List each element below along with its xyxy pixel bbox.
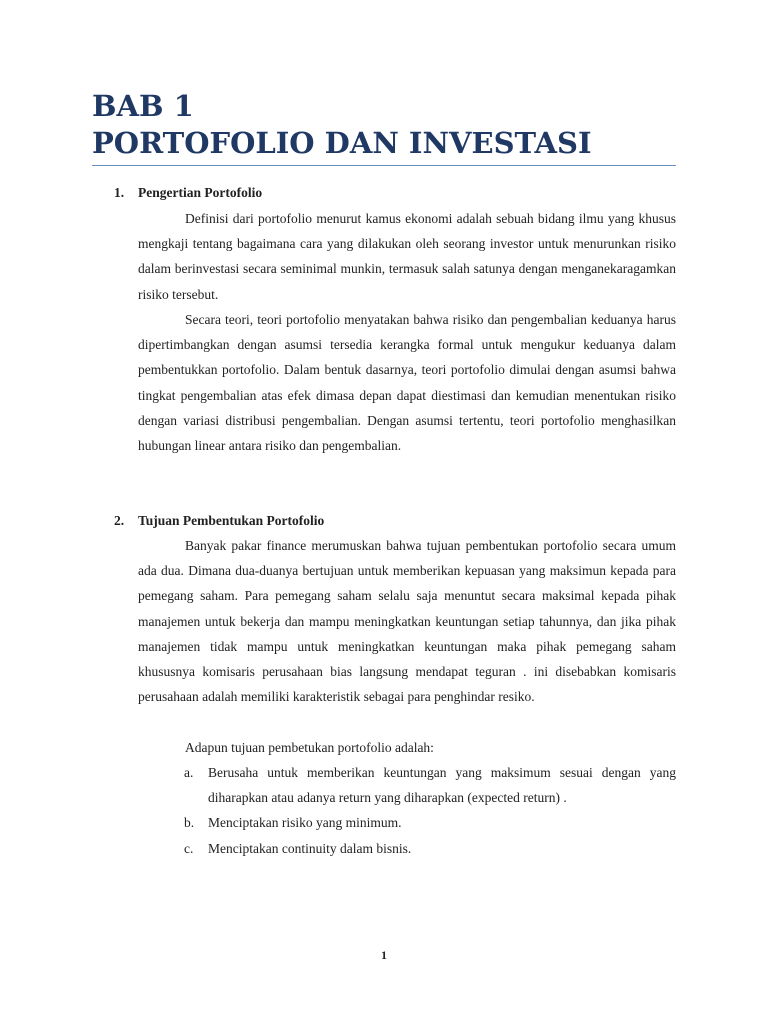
section-heading-text: Tujuan Pembentukan Portofolio [138, 513, 325, 528]
chapter-title-line-2: PORTOFOLIO DAN INVESTASI [92, 126, 592, 160]
list-item-text: Menciptakan continuity dalam bisnis. [208, 840, 412, 856]
list-marker: c. [184, 840, 194, 856]
page-number: 1 [381, 948, 387, 962]
list-item [184, 836, 676, 861]
paragraph: Definisi dari portofolio menurut kamus ekonomi adalah sebuah bidang ilmu yang khusus mengkaji tentang bagaimana cara yang dilakukan oleh seorang investor untuk menurunkan risiko dalam berinvestasi secara seminimal munkin, termasuk salah satunya dengan menganekaragamkan risiko tersebut. [138, 211, 676, 302]
paragraph: Adapun tujuan pembetukan portofolio adalah: [185, 740, 434, 755]
list-item [184, 760, 676, 810]
list-marker: b. [184, 815, 195, 831]
section-heading-1 [114, 184, 262, 202]
chapter-title-line-1: BAB 1 [92, 89, 194, 123]
section-heading-text: Pengertian Portofolio [138, 185, 263, 200]
section-number: 2. [114, 513, 125, 528]
paragraph: Banyak pakar finance merumuskan bahwa tujuan pembentukan portofolio secara umum ada dua. Dimana dua-duanya bertujuan untuk memberikan kepuasan yang maksimun kepada para pemegang saham. Para pemegang saham selalu saja menuntut secara maksimal kepada pihak manajemen untuk bekerja dan mampu meningkatkan keuntungan setiap tahunnya, dan jika pihak manajemen tidak mampu untuk meningkatkan keuntungan maka pihak pemegang saham khususnya komisaris perusahaan bias langsung mendapat teguran . ini disebabkan komisaris perusahaan adalah memiliki karakteristik sebagai para penghindar resiko. [138, 538, 676, 705]
list-marker: a. [184, 765, 194, 780]
title-divider [92, 165, 676, 166]
list-item [184, 810, 676, 835]
chapter-title [92, 88, 692, 162]
list-item-text: Menciptakan risiko yang minimum. [208, 815, 402, 831]
section-heading-2 [114, 512, 324, 530]
paragraph: Secara teori, teori portofolio menyatakan bahwa risiko dan pengembalian keduanya harus dipertimbangkan dengan asumsi tersedia kerangka formal untuk mengukur keduanya dalam pembentukkan portofolio. Dalam bentuk dasarnya, teori portofolio dimulai dengan asumsi bahwa tingkat pengembalian atas efek dimasa depan dapat diestimasi dan kemudian menentukan risiko dengan variasi distribusi pengembalian. Dengan asumsi tertentu, teori portofolio menghasilkan hubungan linear antara risiko dan pengembalian. [138, 312, 676, 454]
objectives-list [184, 760, 676, 861]
section-number: 1. [114, 185, 125, 200]
list-item-text: Berusaha untuk memberikan keuntungan yang maksimum sesuai dengan yang diharapkan atau adanya return yang diharapkan (expected return) . [208, 765, 676, 806]
